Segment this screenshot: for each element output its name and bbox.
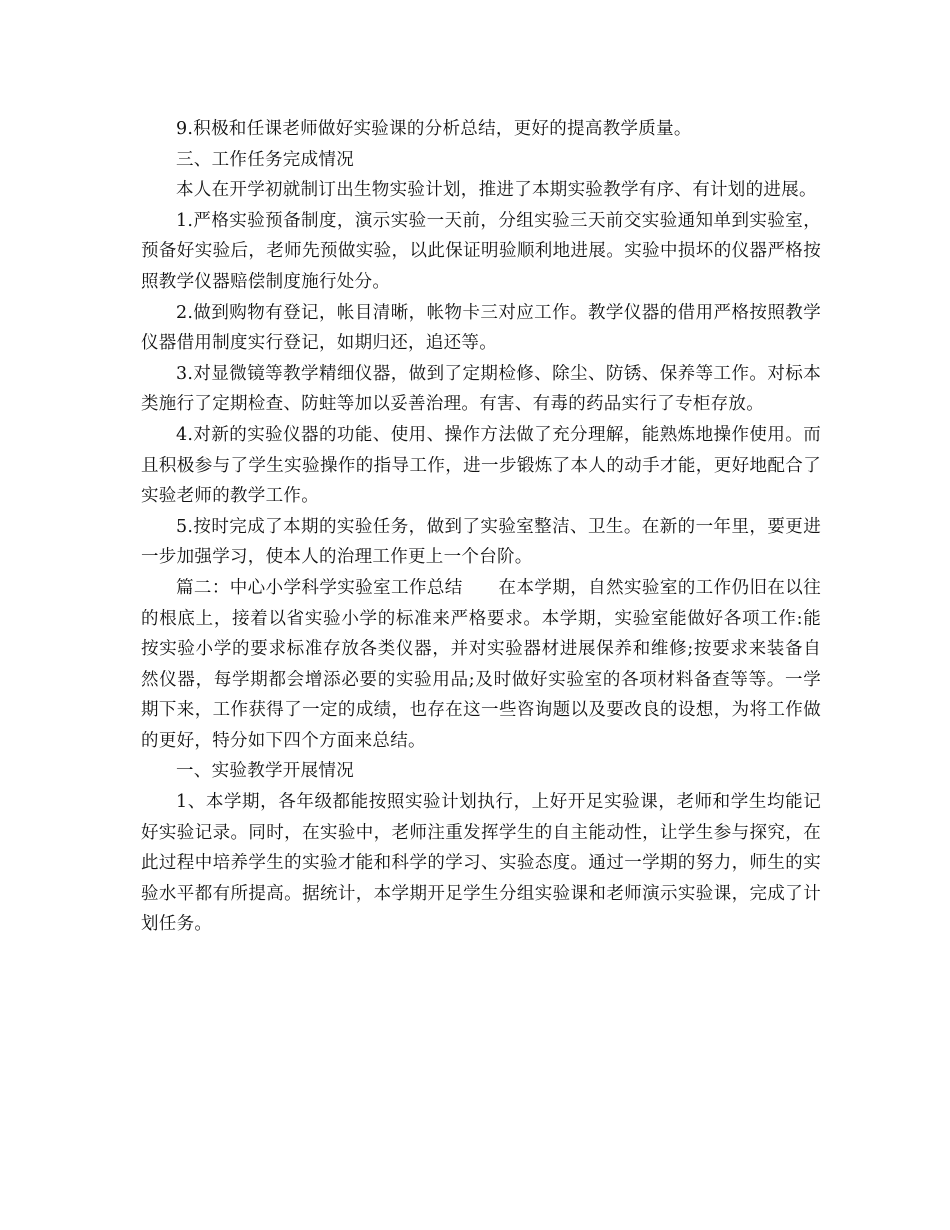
paragraph-item-3: 3.对显微镜等教学精细仪器，做到了定期检修、除尘、防锈、保养等工作。对标本类施行了定期检查、防蛀等加以妥善治理。有害、有毒的药品实行了专柜存放。 <box>141 363 821 415</box>
document-body <box>141 114 821 940</box>
section-heading-experiment-teaching: 一、实验教学开展情况 <box>176 761 354 782</box>
paragraph-item-5: 5.按时完成了本期的实验任务，做到了实验室整洁、卫生。在新的一年里，要更进一步加强学习，使本人的治理工作更上一个台阶。 <box>141 516 821 568</box>
paragraph-item-4: 4.对新的实验仪器的功能、使用、操作方法做了充分理解，能熟炼地操作使用。而且积极参与了学生实验操作的指导工作，进一步锻炼了本人的动手才能，更好地配合了实验老师的教学工作。 <box>141 424 821 507</box>
paragraph-item-2: 2.做到购物有登记，帐目清晰，帐物卡三对应工作。教学仪器的借用严格按照教学仪器借用制度实行登记，如期归还，追还等。 <box>141 302 821 354</box>
paragraph-item-1: 1.严格实验预备制度，演示实验一天前，分组实验三天前交实验通知单到实验室，预备好实验后，老师先预做实验，以此保证明验顺利地进展。实验中损坏的仪器严格按照教学仪器赔偿制度施行处分。 <box>141 210 821 292</box>
section-heading-task-completion: 三、工作任务完成情况 <box>176 149 354 170</box>
paragraph-part-two-intro: 篇二：中心小学科学实验室工作总结 在本学期，自然实验室的工作仍旧在以往的根底上，接着以省实验小学的标准来严格要求。本学期，实验室能做好各项工作:能按实验小学的要求标准存放各类仪器，并对实验器材进展保养和维修;按要求来装备自然仪器，每学期都会增添必要的实验用品;及时做好实验室的各项材料备查等等。一学期下来，工作获得了一定的成绩，也存在这一些咨询题以及要改良的设想，为将工作做的更好，特分如下四个方面来总结。 <box>141 577 821 751</box>
paragraph-plan-intro: 本人在开学初就制订出生物实验计划，推进了本期实验教学有序、有计划的进展。 <box>176 180 817 201</box>
paragraph-item-9: 9.积极和任课老师做好实验课的分析总结，更好的提高教学质量。 <box>176 119 692 139</box>
paragraph-experiment-item-1: 1、本学期，各年级都能按照实验计划执行，上好开足实验课，老师和学生均能记好实验记录。同时，在实验中，老师注重发挥学生的自主能动性，让学生参与探究，在此过程中培养学生的实验才能和科学的学习、实验态度。通过一学期的努力，师生的实验水平都有所提高。据统计，本学期开足学生分组实验课和老师演示实验课，完成了计划任务。 <box>141 792 821 935</box>
